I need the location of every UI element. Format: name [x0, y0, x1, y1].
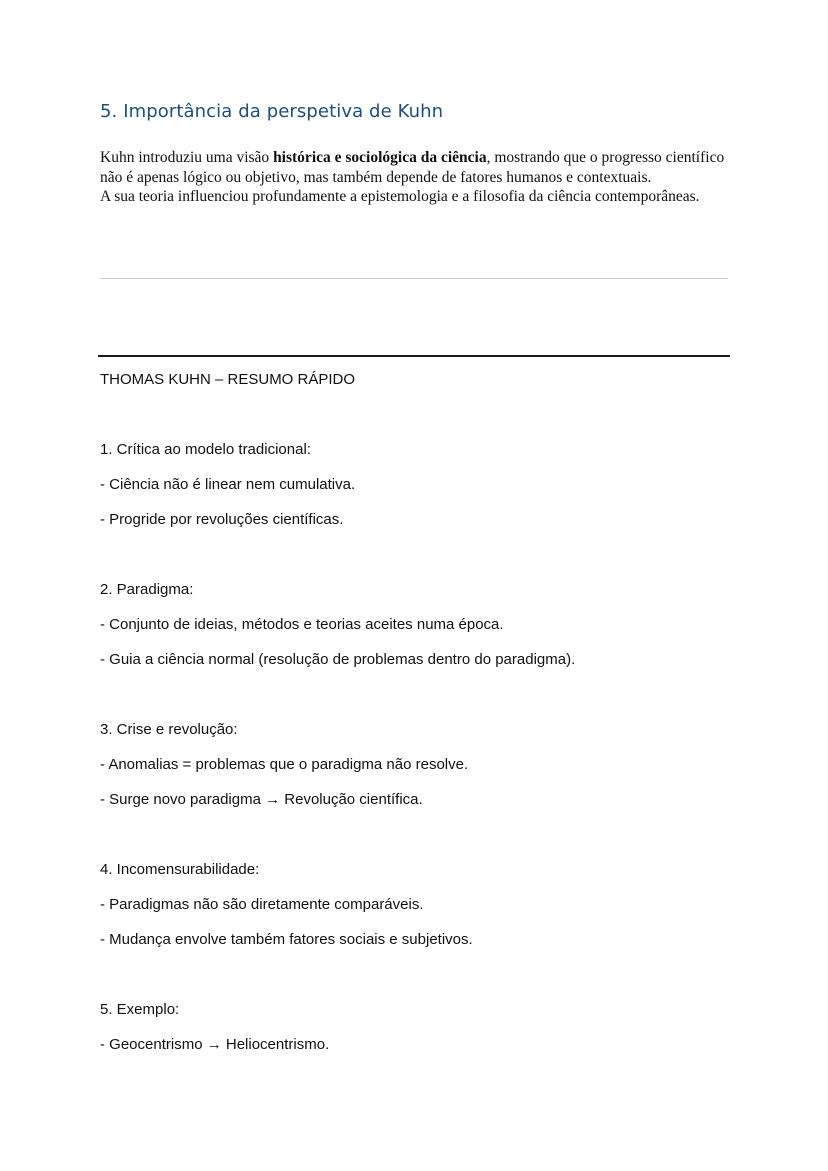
summary-item: - Mudança envolve também fatores sociais e subjetivos. [100, 931, 473, 948]
intro-paragraph [100, 148, 730, 187]
intro-text-start: Kuhn introduziu uma visão [100, 149, 274, 166]
summary-block [100, 581, 740, 686]
summary-block [100, 861, 740, 966]
summary-item: - Paradigmas não são diretamente comparáveis. [100, 896, 424, 913]
summary-block-heading: 4. Incomensurabilidade: [100, 861, 260, 878]
summary-item: - Guia a ciência normal (resolução de problemas dentro do paradigma). [100, 651, 576, 668]
summary-block [100, 721, 740, 826]
summary-item: - Geocentrismo → Heliocentrismo. [100, 1036, 330, 1053]
summary-block-heading: 1. Crítica ao modelo tradicional: [100, 441, 311, 458]
intro-text [100, 148, 730, 207]
section-heading: 5. Importância da perspetiva de Kuhn [100, 101, 444, 122]
summary-block [100, 441, 740, 546]
summary-block [100, 1001, 740, 1071]
summary-item: - Surge novo paradigma → Revolução científica. [100, 791, 423, 808]
summary-list [100, 441, 740, 1106]
influence-paragraph: A sua teoria influenciou profundamente a epistemologia e a filosofia da ciência contemporâneas. [100, 188, 700, 205]
summary-title: THOMAS KUHN – RESUMO RÁPIDO [100, 371, 356, 388]
intro-bold-phrase: histórica e sociológica da ciência [273, 149, 487, 166]
intro-text-end: , mostrando que o progresso científico não é apenas lógico ou objetivo, mas também depende de fatores humanos e contextuais. [100, 149, 725, 186]
summary-item: - Anomalias = problemas que o paradigma não resolve. [100, 756, 469, 773]
summary-block-heading: 3. Crise e revolução: [100, 721, 238, 738]
thick-divider [98, 355, 730, 357]
summary-item: - Ciência não é linear nem cumulativa. [100, 476, 356, 493]
summary-item: - Progride por revoluções científicas. [100, 511, 344, 528]
thin-divider [100, 278, 728, 279]
summary-block-heading: 2. Paradigma: [100, 581, 194, 598]
summary-block-heading: 5. Exemplo: [100, 1001, 180, 1018]
summary-item: - Conjunto de ideias, métodos e teorias aceites numa época. [100, 616, 504, 633]
